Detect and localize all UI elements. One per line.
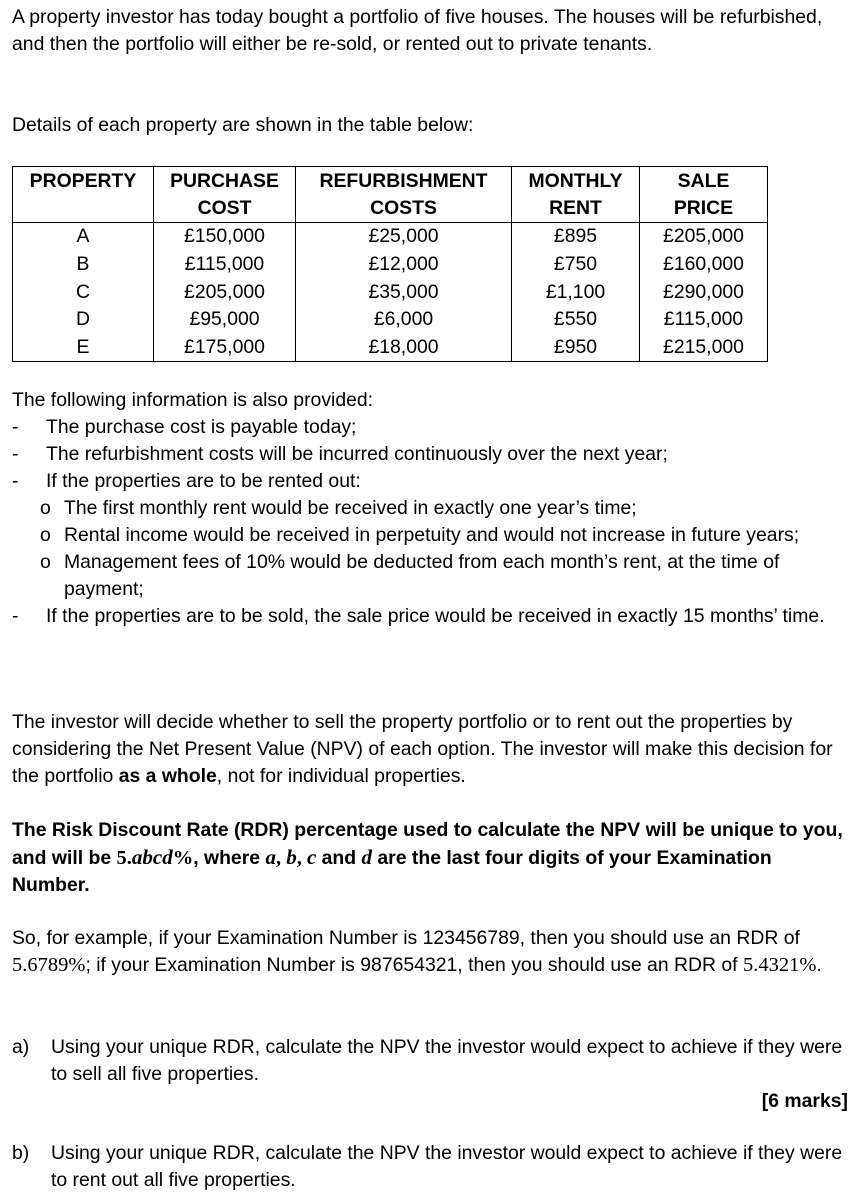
rental-sub-list (12, 495, 848, 603)
table-row (13, 251, 768, 279)
list-item: o The first monthly rent would be received in exactly one year’s time; (12, 495, 848, 522)
purchase-cost: £150,000 (154, 223, 296, 251)
refurbishment-cost: £6,000 (296, 306, 512, 334)
refurbishment-cost: £18,000 (296, 334, 512, 362)
dash-bullet: - (12, 605, 19, 627)
example-rdr-1: 5.6789% (12, 954, 86, 976)
property-id: C (13, 278, 154, 306)
information-heading: The following information is also provided: (12, 389, 374, 411)
table-intro: Details of each property are shown in the table below: (12, 114, 474, 136)
property-table (12, 166, 768, 362)
question-a (12, 1034, 848, 1115)
purchase-cost: £205,000 (154, 278, 296, 306)
decision-paragraph: The investor will decide whether to sell the property portfolio or to rent out the properties by considering the Net Present Value (NPV) of each option. The investor will make this decision for the portfolio as a whole, not for individual properties. (12, 711, 833, 787)
circle-bullet: o (40, 551, 51, 573)
header-monthly-rent: MONTHLY RENT (512, 167, 640, 223)
emphasis-text: as a whole (118, 765, 217, 787)
information-list (12, 414, 848, 495)
dash-bullet: - (12, 470, 19, 492)
refurbishment-cost: £12,000 (296, 251, 512, 279)
question-a-label: a) (12, 1036, 30, 1058)
monthly-rent: £750 (512, 251, 640, 279)
list-item: - The purchase cost is payable today; (12, 414, 848, 441)
list-item: o Rental income would be received in perpetuity and would not increase in future years; (12, 522, 848, 549)
rdr-paragraph: The Risk Discount Rate (RDR) percentage used to calculate the NPV will be unique to you, and will be 5.abcd%, where a, b, c and d are the last four digits of your Examination Number. (12, 819, 843, 896)
sale-price: £205,000 (640, 223, 768, 251)
sale-price: £290,000 (640, 278, 768, 306)
question-a-text: Using your unique RDR, calculate the NPV the investor would expect to achieve if they were to sell all five properties. (51, 1036, 843, 1085)
question-b-text: Using your unique RDR, calculate the NPV the investor would expect to achieve if they were to rent out all five properties. (51, 1142, 843, 1191)
dash-bullet: - (12, 443, 19, 465)
sale-price: £215,000 (640, 334, 768, 362)
rdr-formula: 5. (116, 847, 132, 869)
intro-paragraph: A property investor has today bought a portfolio of five houses. The houses will be refurbished, and then the portfolio will either be re-sold, or rented out to private tenants. (12, 6, 823, 55)
refurbishment-cost: £25,000 (296, 223, 512, 251)
purchase-cost: £115,000 (154, 251, 296, 279)
header-sale-price: SALE PRICE (640, 167, 768, 223)
list-item: - If the properties are to be sold, the sale price would be received in exactly 15 months’ time. (12, 603, 848, 630)
header-property: PROPERTY (13, 167, 154, 223)
purchase-cost: £175,000 (154, 334, 296, 362)
table-row (13, 223, 768, 251)
table-row (13, 278, 768, 306)
monthly-rent: £1,100 (512, 278, 640, 306)
monthly-rent: £950 (512, 334, 640, 362)
header-refurbishment-costs: REFURBISHMENT COSTS (296, 167, 512, 223)
list-item: - If the properties are to be rented out: (12, 468, 848, 495)
circle-bullet: o (40, 524, 51, 546)
table-header-row (13, 167, 768, 223)
dash-bullet: - (12, 416, 19, 438)
monthly-rent: £550 (512, 306, 640, 334)
refurbishment-cost: £35,000 (296, 278, 512, 306)
table-row (13, 334, 768, 362)
information-list-continued (12, 603, 848, 630)
property-id: B (13, 251, 154, 279)
circle-bullet: o (40, 497, 51, 519)
purchase-cost: £95,000 (154, 306, 296, 334)
property-id: D (13, 306, 154, 334)
information-section (12, 387, 848, 630)
table-row (13, 306, 768, 334)
sale-price: £115,000 (640, 306, 768, 334)
property-id: A (13, 223, 154, 251)
list-item: - The refurbishment costs will be incurred continuously over the next year; (12, 441, 848, 468)
example-rdr-2: 5.4321% (742, 954, 817, 976)
example-paragraph: So, for example, if your Examination Number is 123456789, then you should use an RDR of 5.6789%; if your Examination Number is 987654321, then you should use an RDR of 5.4321%. (12, 927, 822, 976)
property-id: E (13, 334, 154, 362)
question-b-label: b) (12, 1142, 30, 1164)
sale-price: £160,000 (640, 251, 768, 279)
monthly-rent: £895 (512, 223, 640, 251)
question-b (12, 1140, 848, 1194)
list-item: o Management fees of 10% would be deducted from each month’s rent, at the time of payment; (40, 551, 780, 600)
question-a-marks: [6 marks] (761, 1090, 848, 1112)
header-purchase-cost: PURCHASE COST (154, 167, 296, 223)
